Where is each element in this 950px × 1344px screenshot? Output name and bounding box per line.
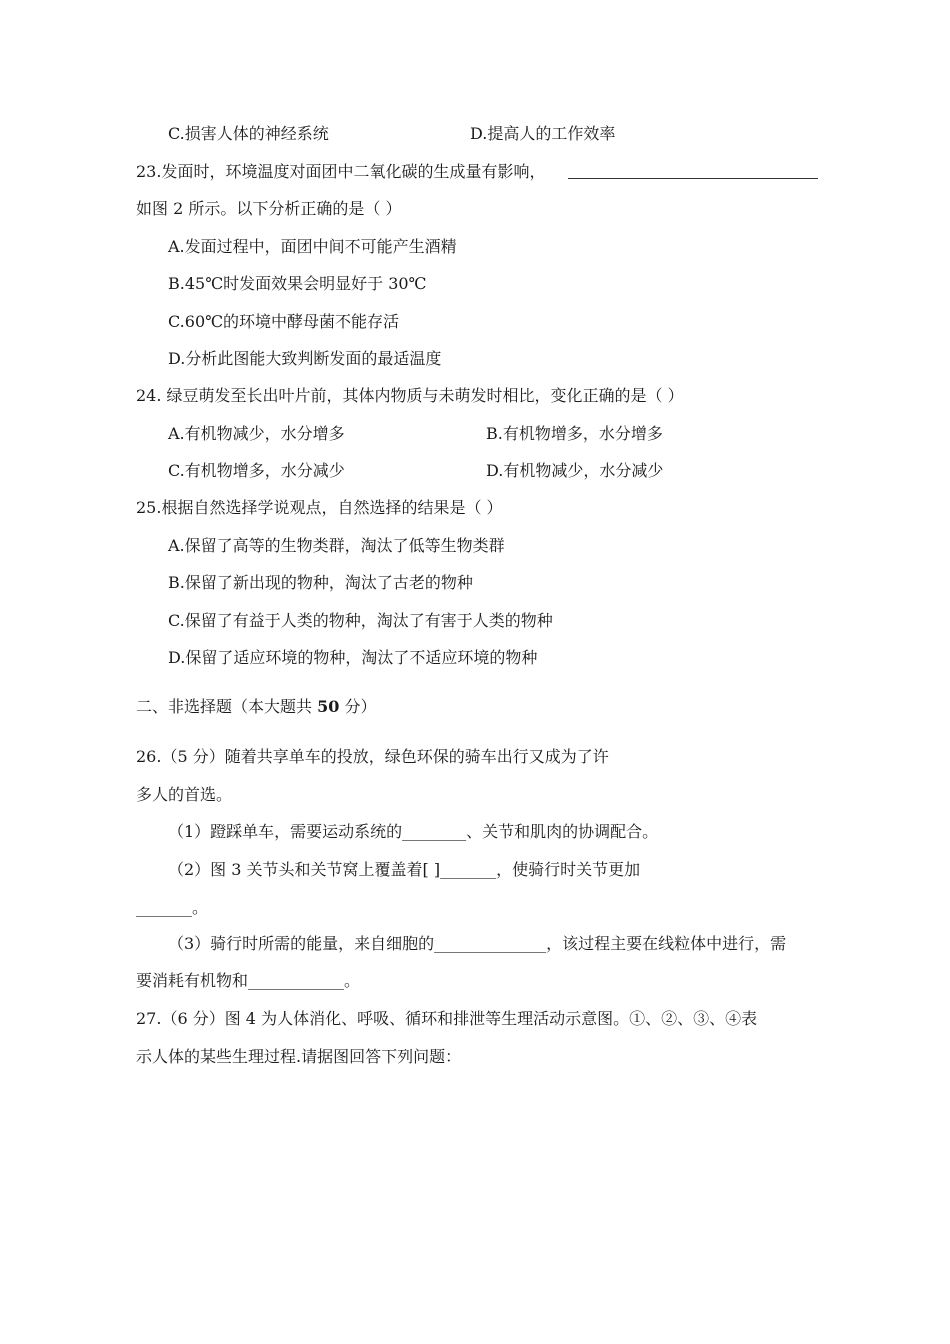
q24-option-d: D.有机物减少，水分减少	[486, 461, 664, 480]
q26-stem-line1: 26.（5 分）随着共享单车的投放，绿色环保的骑车出行又成为了许	[136, 747, 609, 766]
section-2-title-suffix: 分）	[339, 697, 377, 716]
q27-stem-line1: 27.（6 分）图 4 为人体消化、呼吸、循环和排泄等生理活动示意图。①、②、③、④表	[136, 1009, 758, 1028]
q25-option-c: C.保留了有益于人类的物种，淘汰了有害于人类的物种	[168, 611, 553, 630]
section-2-title	[136, 696, 376, 718]
q25-option-d: D.保留了适应环境的物种，淘汰了不适应环境的物种	[168, 648, 538, 667]
q24-option-b: B.有机物增多，水分增多	[486, 424, 663, 443]
q23-stem-line2: 如图 2 所示。以下分析正确的是（ ）	[136, 199, 402, 218]
q23-option-c: C.60℃的环境中酵母菌不能存活	[168, 312, 400, 331]
q25-option-a: A.保留了高等的生物类群，淘汰了低等生物类群	[168, 536, 505, 555]
q26-part-3-line1: （3）骑行时所需的能量，来自细胞的______________，该过程主要在线粒体中进行，需	[168, 934, 787, 953]
q25-option-b: B.保留了新出现的物种，淘汰了古老的物种	[168, 573, 473, 592]
q24-option-a: A.有机物减少，水分增多	[168, 424, 345, 443]
q25-stem: 25.根据自然选择学说观点，自然选择的结果是（ ）	[136, 498, 503, 517]
header-rule	[568, 178, 818, 179]
q26-part-2-continued: _______。	[136, 898, 209, 917]
q23-option-d: D.分析此图能大致判断发面的最适温度	[168, 349, 442, 368]
section-2-title-prefix: 二、非选择题（本大题共	[136, 697, 318, 716]
q22-option-c: C.损害人体的神经系统	[168, 124, 329, 143]
q27-stem-line2: 示人体的某些生理过程.请据图回答下列问题：	[136, 1047, 462, 1066]
q22-option-d: D.提高人的工作效率	[470, 124, 616, 143]
q23-option-b: B.45℃时发面效果会明显好于 30℃	[168, 274, 427, 293]
q26-part-1: （1）蹬踩单车，需要运动系统的________、关节和肌肉的协调配合。	[168, 822, 659, 841]
q26-part-2: （2）图 3 关节头和关节窝上覆盖着[ ]_______，使骑行时关节更加	[168, 860, 641, 879]
q26-part-3-line2: 要消耗有机物和____________。	[136, 971, 361, 990]
q23-option-a: A.发面过程中，面团中间不可能产生酒精	[168, 237, 457, 256]
q24-option-c: C.有机物增多，水分减少	[168, 461, 345, 480]
q23-stem-line1: 23.发面时，环境温度对面团中二氧化碳的生成量有影响，	[136, 162, 546, 181]
section-2-score: 50	[317, 697, 340, 716]
q24-stem: 24. 绿豆萌发至长出叶片前，其体内物质与未萌发时相比，变化正确的是（ ）	[136, 386, 684, 405]
q26-stem-line2: 多人的首选。	[136, 785, 233, 804]
